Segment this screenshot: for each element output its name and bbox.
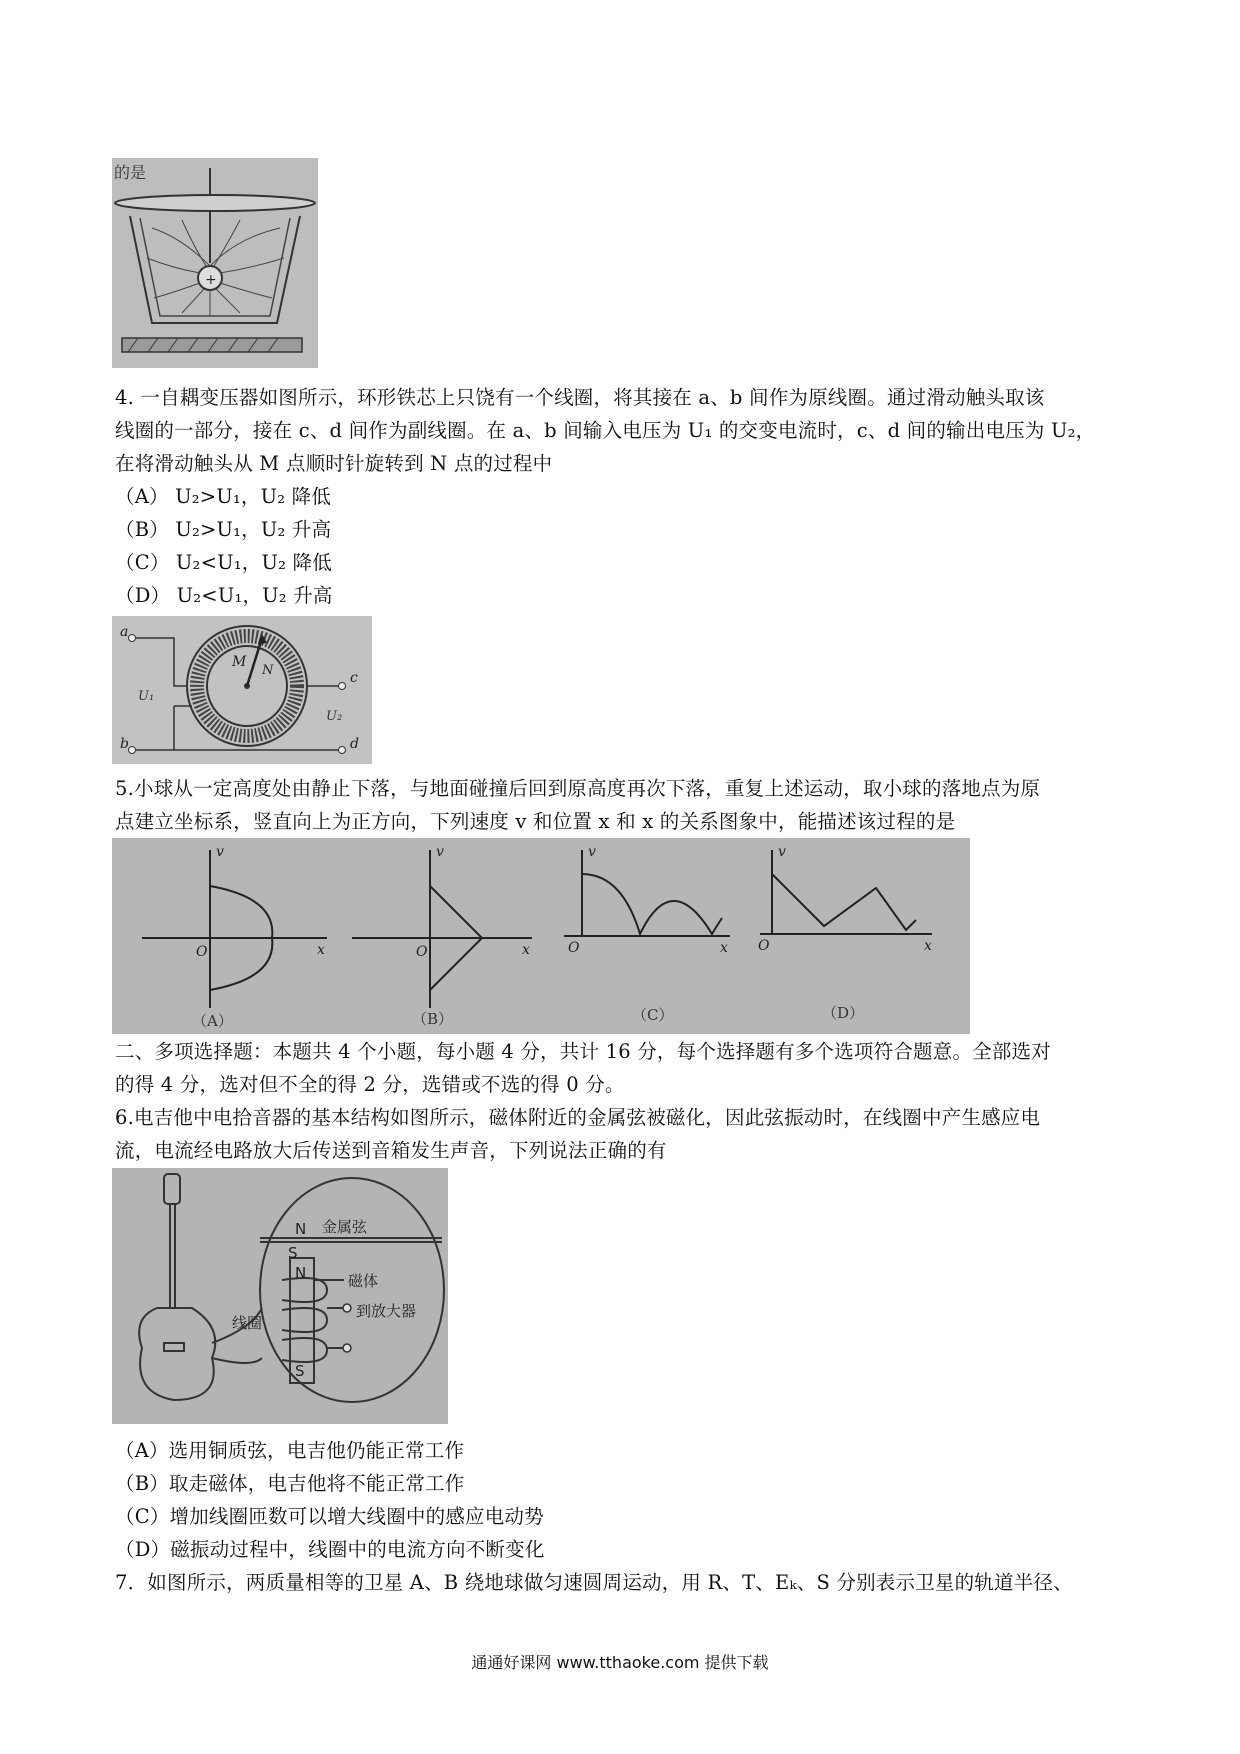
- q4-label-n: N: [262, 663, 274, 678]
- q5-c-axis-x: x: [720, 940, 728, 956]
- q4-label-d: d: [350, 736, 359, 752]
- q5-d-origin: O: [758, 938, 770, 954]
- q6-label-s-top: S: [288, 1244, 298, 1262]
- q5-line-2: 点建立坐标系，竖直向上为正方向，下列速度 v 和位置 x 和 x 的关系图象中，能描述该过程的是: [115, 810, 956, 833]
- q6-label-s-bottom: S: [295, 1362, 305, 1380]
- q4-label-u1: U₁: [138, 689, 155, 704]
- q3-figure: [112, 158, 318, 368]
- q4-label-m: M: [232, 654, 247, 670]
- q6-option-b: （B）取走磁体，电吉他将不能正常工作: [115, 1472, 465, 1495]
- q5-d-axis-x: x: [924, 938, 932, 954]
- q6-label-n-top: N: [295, 1220, 307, 1238]
- q4-option-d: （D） U₂<U₁，U₂ 升高: [115, 584, 333, 607]
- q5-label-a: （A）: [192, 1012, 233, 1030]
- page-footer: 通通好课网 www.tthaoke.com 提供下载: [471, 1653, 769, 1672]
- q5-line-1: 5.小球从一定高度处由静止下落，与地面碰撞后回到原高度再次下落，重复上述运动，取小球的落地点为原: [115, 777, 1041, 800]
- q5-graphs-figure: [112, 838, 970, 1034]
- q5-a-origin: O: [196, 944, 208, 960]
- q6-label-string: 金属弦: [322, 1218, 368, 1236]
- q3-caption-fragment: 的是: [114, 163, 147, 182]
- q5-b-axis-v: v: [436, 844, 444, 860]
- q4-label-c: c: [350, 670, 358, 686]
- q6-label-coil: 线圈: [232, 1314, 263, 1332]
- q4-line-3: 在将滑动触头从 M 点顺时针旋转到 N 点的过程中: [115, 452, 553, 475]
- q5-c-origin: O: [568, 940, 580, 956]
- q4-line-2: 线圈的一部分，接在 c、d 间作为副线圈。在 a、b 间输入电压为 U₁ 的交变电流时，c、d 间的输出电压为 U₂，: [115, 419, 1096, 442]
- q6-option-a: （A）选用铜质弦，电吉他仍能正常工作: [115, 1439, 465, 1462]
- q4-option-c: （C） U₂<U₁，U₂ 降低: [115, 551, 332, 574]
- q5-label-d: （D）: [822, 1004, 865, 1022]
- q6-option-d: （D）磁振动过程中，线圈中的电流方向不断变化: [115, 1538, 545, 1561]
- q6-line-1: 6.电吉他中电拾音器的基本结构如图所示，磁体附近的金属弦被磁化，因此弦振动时，在线圈中产生感应电: [115, 1106, 1041, 1129]
- q4-option-b: （B） U₂>U₁，U₂ 升高: [115, 518, 332, 541]
- q5-d-axis-v: v: [778, 844, 786, 860]
- q5-b-axis-x: x: [522, 942, 530, 958]
- q7-line-1: 7．如图所示，两质量相等的卫星 A、B 绕地球做匀速圆周运动，用 R、T、Eₖ、S 分别表示卫星的轨道半径、: [115, 1571, 1073, 1594]
- q5-b-origin: O: [416, 944, 428, 960]
- q5-label-c: （C）: [632, 1006, 674, 1024]
- q6-option-c: （C）增加线圈匝数可以增大线圈中的感应电动势: [115, 1505, 544, 1528]
- svg-text:+: +: [205, 272, 217, 288]
- q4-line-1: 4. 一自耦变压器如图所示，环形铁芯上只饶有一个线圈，将其接在 a、b 间作为原线圈。通过滑动触头取该: [115, 386, 1045, 409]
- q5-c-axis-v: v: [588, 844, 596, 860]
- q6-line-2: 流，电流经电路放大后传送到音箱发生声音，下列说法正确的有: [115, 1139, 667, 1162]
- q6-label-magnet: 磁体: [348, 1272, 379, 1290]
- q4-label-a: a: [120, 624, 129, 640]
- q5-a-axis-x: x: [317, 942, 325, 958]
- q4-label-b: b: [120, 736, 129, 752]
- q6-guitar-figure: [112, 1168, 448, 1424]
- q6-label-amp: 到放大器: [356, 1302, 417, 1320]
- q6-label-n-magnet: N: [295, 1264, 307, 1282]
- q5-label-b: （B）: [412, 1010, 454, 1028]
- q4-transformer-figure: [112, 616, 372, 764]
- q4-option-a: （A） U₂>U₁，U₂ 降低: [115, 485, 332, 508]
- q4-label-u2: U₂: [326, 709, 343, 724]
- section2-line-2: 的得 4 分，选对但不全的得 2 分，选错或不选的得 0 分。: [115, 1073, 625, 1096]
- section2-line-1: 二、多项选择题：本题共 4 个小题，每小题 4 分，共计 16 分，每个选择题有多个选项符合题意。全部选对: [115, 1040, 1051, 1063]
- q5-a-axis-v: v: [216, 844, 224, 860]
